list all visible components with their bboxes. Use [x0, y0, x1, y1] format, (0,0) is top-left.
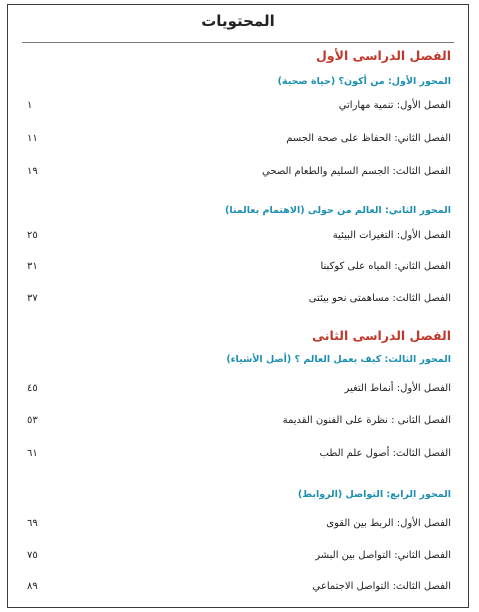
- chapter-page-number: ٦١: [27, 448, 38, 459]
- chapter-page-number: ١: [27, 100, 33, 111]
- page-title: المحتويات: [201, 12, 275, 30]
- chapter-page-number: ٥٣: [27, 415, 38, 426]
- page-frame: [7, 4, 469, 608]
- chapter-page-number: ٨٩: [27, 581, 38, 592]
- axis-heading: المحور الرابع: التواصل (الروابط): [297, 489, 451, 500]
- chapter-title: الفصل الثاني: المياه على كوكبنا: [320, 261, 451, 272]
- chapter-title: الفصل الثاني: الحفاظ على صحة الجسم: [286, 133, 451, 144]
- semester-heading: الفصل الدراسى الأول: [316, 48, 451, 63]
- chapter-title: الفصل الأول: تنمية مهاراتي: [338, 100, 451, 111]
- chapter-title: الفصل الثالث: أصول علم الطب: [319, 448, 451, 459]
- chapter-page-number: ٢٥: [27, 230, 38, 241]
- title-divider: [22, 42, 454, 43]
- chapter-page-number: ٧٥: [27, 550, 38, 561]
- axis-heading: المحور الثاني: العالم من حولى (الاهتمام بعالمنا): [225, 205, 451, 216]
- chapter-title: الفصل الأول: الربط بين القوى: [326, 518, 451, 529]
- axis-heading: المحور الثالث: كيف يعمل العالم ؟ (أصل الأشياء): [226, 354, 451, 365]
- axis-heading: المحور الأول: من أكون؟ (حياة صحية): [277, 76, 451, 87]
- chapter-page-number: ٣٧: [27, 293, 38, 304]
- chapter-title: الفصل الأول: التغيرات البيئية: [332, 230, 451, 241]
- chapter-page-number: ٦٩: [27, 518, 38, 529]
- chapter-page-number: ٤٥: [27, 383, 38, 394]
- chapter-page-number: ١١: [27, 133, 38, 144]
- chapter-title: الفصل الأول: أنماط التغير: [344, 383, 451, 394]
- chapter-title: الفصل الثاني: التواصل بين البشر: [315, 550, 451, 561]
- chapter-title: الفصل الثالث: مساهمتى نحو بيئتى: [308, 293, 451, 304]
- semester-heading: الفصل الدراسى الثانى: [312, 328, 451, 343]
- chapter-page-number: ١٩: [27, 166, 38, 177]
- chapter-page-number: ٣١: [27, 261, 38, 272]
- chapter-title: الفصل الثانى : نظرة على الفنون القديمة: [282, 415, 451, 426]
- chapter-title: الفصل الثالث: التواصل الاجتماعي: [312, 581, 451, 592]
- chapter-title: الفصل الثالث: الجسم السليم والطعام الصحي: [262, 166, 451, 177]
